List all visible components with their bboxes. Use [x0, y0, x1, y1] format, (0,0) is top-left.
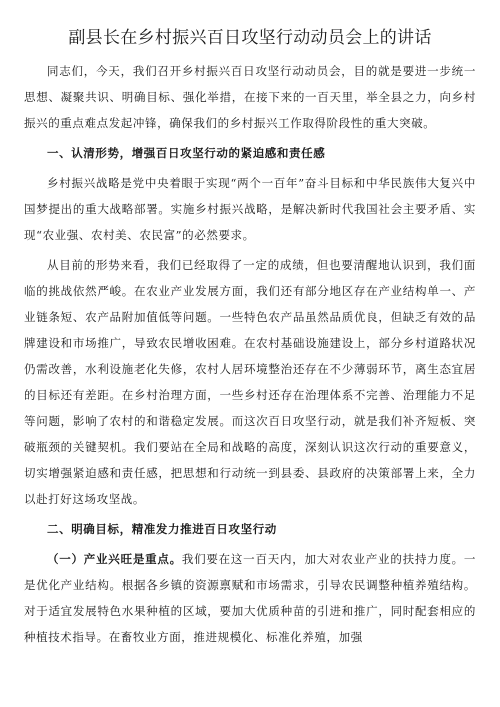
document-page [24, 26, 476, 650]
section-2-subsection-1 [24, 546, 476, 650]
section-2-heading: 二、明确目标，精准发力推进百日攻坚行动 [47, 522, 277, 536]
intro-paragraph: 同志们，今天，我们召开乡村振兴百日攻坚行动动员会，目的就是要进一步统一思想、凝聚共识、明确目标、强化举措，在接下来的一百天里，举全县之力，向乡村振兴的重点难点发起冲锋，确保我们的乡村振兴工作取得阶段性的重大突破。 [24, 64, 476, 130]
subsection-1-text: 我们要在这一百天内，加大对农业产业的扶持力度。一是优化产业结构。根据各乡镇的资源禀赋和市场需求，引导农民调整种植养殖结构。对于适宜发展特色水果种植的区域，要加大优质种苗的引进和推广，同时配套相应的种植技术指导。在畜牧业方面，推进规模化、标准化养殖，加强 [24, 552, 476, 644]
document-title: 副县长在乡村振兴百日攻坚行动动员会上的讲话 [68, 28, 432, 48]
section-1-paragraph-1: 乡村振兴战略是党中央着眼于实现“两个一百年”奋斗目标和中华民族伟大复兴中国梦提出的重大战略部署。实施乡村振兴战略，是解决新时代我国社会主要矛盾、实现“农业强、农村美、农民富”的必然要求。 [24, 176, 476, 242]
subsection-1-label: （一）产业兴旺是重点。 [47, 552, 182, 566]
section-1-heading: 一、认清形势，增强百日攻坚行动的紧迫感和责任感 [47, 146, 326, 160]
section-1-paragraph-2: 从目前的形势来看，我们已经取得了一定的成绩，但也要清醒地认识到，我们面临的挑战依然严峻。在农业产业发展方面，我们还有部分地区存在产业结构单一、产业链条短、农产品附加值低等问题。一些特色农产品虽然品质优良，但缺乏有效的品牌建设和市场推广，导致农民增收困难。在农村基础设施建设上，部分乡村道路状况仍需改善，水利设施老化失修，农村人居环境整治还存在不少薄弱环节，离生态宜居的目标还有差距。在乡村治理方面，一些乡村还存在治理体系不完善、治理能力不足等问题，影响了农村的和谐稳定发展。而这次百日攻坚行动，就是我们补齐短板、突破瓶颈的关键契机。我们要站在全局和战略的高度，深刻认识这次行动的重要意义，切实增强紧迫感和责任感，把思想和行动统一到县委、县政府的决策部署上来，全力以赴打好这场攻坚战。 [24, 258, 476, 506]
